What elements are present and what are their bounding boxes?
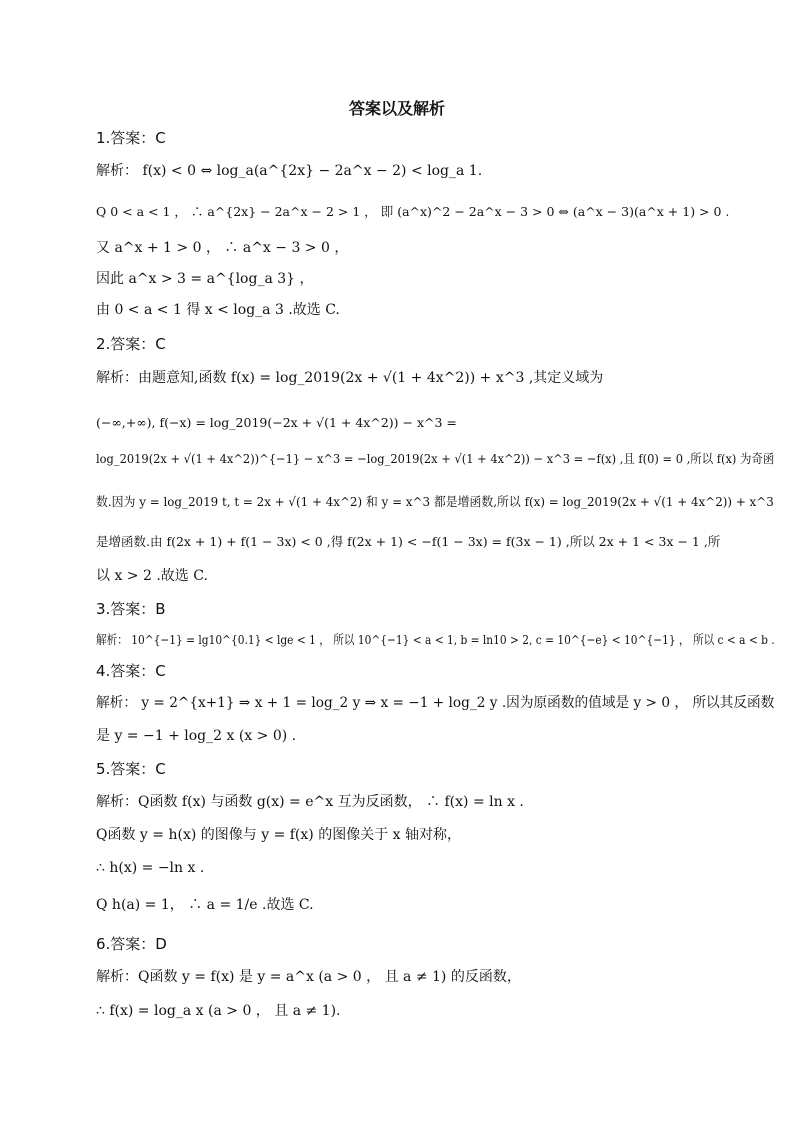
- answer-2-line-5: 是增函数.由 f(2x + 1) + f(1 − 3x) < 0 ,得 f(2x + 1) < −f(1 − 3x) = f(3x − 1) ,所以 2x + 1 < 3x − 1 ,所: [96, 534, 721, 549]
- answer-1-line-4: 因此 a^x > 3 = a^{log_a 3} ，: [96, 271, 314, 287]
- answer-1-line-1: 解析： f(x) < 0 ⇔ log_a(a^{2x} − 2a^x − 2) < log_a 1.: [96, 163, 483, 179]
- answer-5-heading: 5.答案：C: [96, 760, 166, 778]
- answer-1-line-2: Q 0 < a < 1 ， ∴ a^{2x} − 2a^x − 2 > 1 ， 即 (a^x)^2 − 2a^x − 3 > 0 ⇔ (a^x − 3)(a^x + 1) > 0 .: [96, 204, 730, 219]
- answer-6-line-2: ∴ f(x) = log_a x (a > 0 ， 且 a ≠ 1).: [96, 1003, 341, 1019]
- answer-4-heading: 4.答案：C: [96, 662, 166, 680]
- answer-2-line-3: log_2019(2x + √(1 + 4x^2))^{−1} − x^3 = −log_2019(2x + √(1 + 4x^2)) − x^3 = −f(x) ,且 f(0) = 0 ,所以 f(x) 为奇函: [96, 451, 775, 466]
- answer-2-heading: 2.答案：C: [96, 335, 166, 353]
- answer-1-line-3: 又 a^x + 1 > 0 ， ∴ a^x − 3 > 0 ，: [96, 240, 349, 256]
- answer-3-line-1: 解析： 10^{−1} = lg10^{0.1} < lge < 1 ， 所以 10^{−1} < a < 1, b = ln10 > 2, c = 10^{−e} < 10^{−1} ， 所以 c < a < b .: [96, 632, 775, 647]
- answer-4-line-1: 解析： y = 2^{x+1} ⇒ x + 1 = log_2 y ⇒ x = −1 + log_2 y .因为原函数的值域是 y > 0 ， 所以其反函数: [96, 695, 775, 711]
- answer-3-heading: 3.答案：B: [96, 600, 166, 618]
- answer-6-heading: 6.答案：D: [96, 935, 167, 953]
- answer-5-line-2: Q函数 y = h(x) 的图像与 y = f(x) 的图像关于 x 轴对称，: [96, 827, 461, 843]
- answer-1-line-5: 由 0 < a < 1 得 x < log_a 3 .故选 C.: [96, 302, 340, 318]
- answer-5-line-4: Q h(a) = 1， ∴ a = 1/e .故选 C.: [96, 897, 314, 913]
- answer-5-line-3: ∴ h(x) = −ln x .: [96, 860, 205, 876]
- page-title: 答案以及解析: [348, 99, 445, 118]
- answer-2-line-1: 解析：由题意知,函数 f(x) = log_2019(2x + √(1 + 4x^2)) + x^3 ,其定义域为: [96, 370, 604, 386]
- answer-4-line-2: 是 y = −1 + log_2 x (x > 0) .: [96, 728, 297, 744]
- answer-1-heading: 1.答案：C: [96, 129, 166, 147]
- answer-2-line-2: (−∞,+∞), f(−x) = log_2019(−2x + √(1 + 4x^2)) − x^3 =: [96, 415, 457, 430]
- answer-5-line-1: 解析：Q函数 f(x) 与函数 g(x) = e^x 互为反函数， ∴ f(x) = ln x .: [96, 794, 524, 810]
- answer-6-line-1: 解析：Q函数 y = f(x) 是 y = a^x (a > 0 ， 且 a ≠ 1) 的反函数，: [96, 969, 521, 985]
- answer-2-line-6: 以 x > 2 .故选 C.: [96, 568, 208, 584]
- answer-2-line-4: 数.因为 y = log_2019 t, t = 2x + √(1 + 4x^2) 和 y = x^3 都是增函数,所以 f(x) = log_2019(2x + √(1 + 4x^2)) + x^3: [96, 494, 774, 509]
